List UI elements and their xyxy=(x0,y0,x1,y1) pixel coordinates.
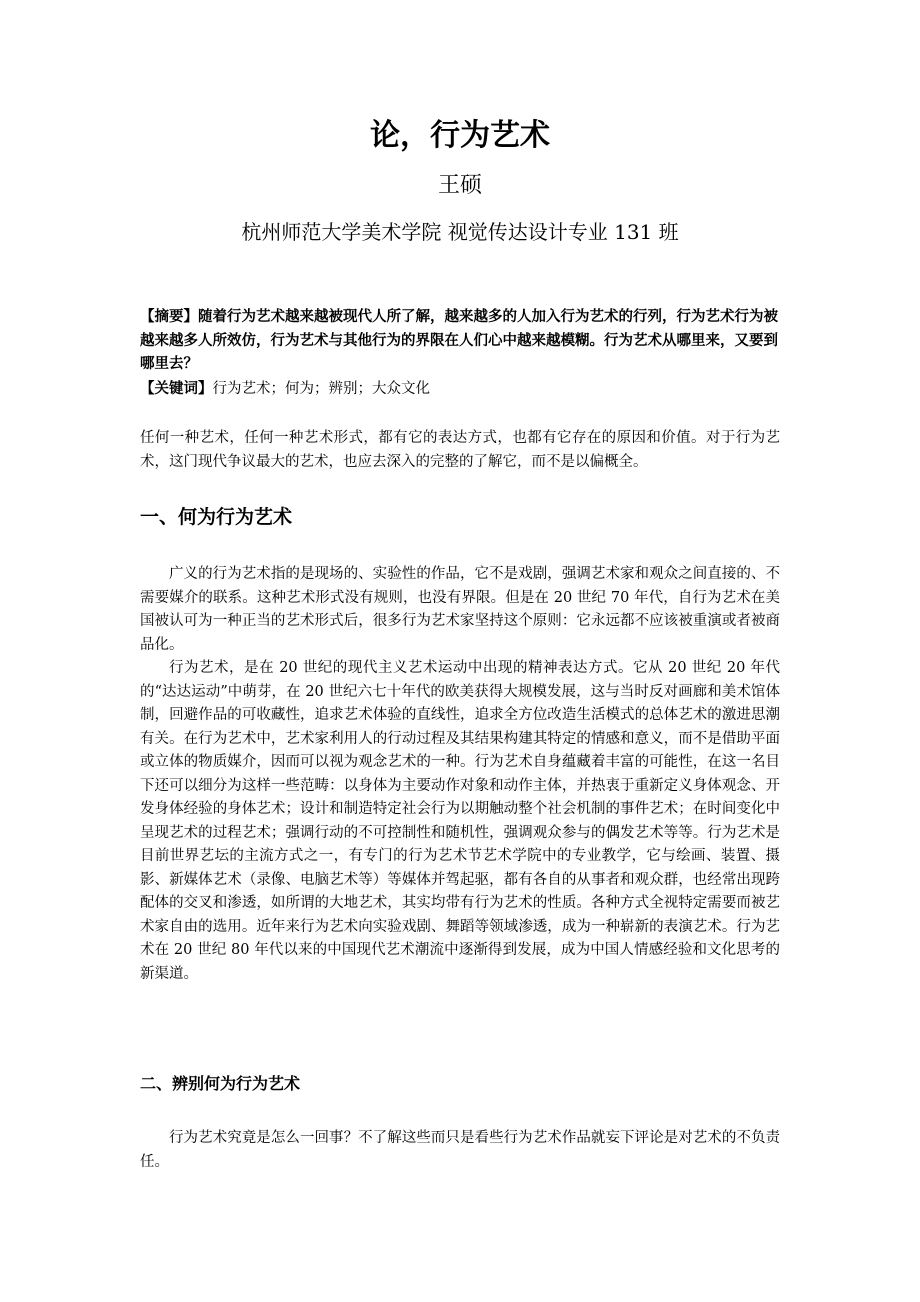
keywords-label: 【关键词】 xyxy=(140,381,213,397)
paragraph: 行为艺术究竟是怎么一回事？不了解这些而只是看些行为艺术作品就妄下评论是对艺术的不负责任。 xyxy=(140,1130,780,1170)
keywords-text: 行为艺术；何为；辨别；大众文化 xyxy=(212,381,430,397)
paragraph: 广义的行为艺术指的是现场的、实验性的作品，它不是戏剧，强调艺术家和观众之间直接的、不需要媒介的联系。这种艺术形式没有规则，也没有界限。但是在 20 世纪 70 年代，自行为艺术在美国被认可为一种正当的艺术形式后，很多行为艺术家坚持这个原则：它永远都不应该被重演或者被商品化。 xyxy=(140,566,780,653)
intro-paragraph: 任何一种艺术，任何一种艺术形式，都有它的表达方式，也都有它存在的原因和价值。对于行为艺术，这门现代争议最大的艺术，也应去深入的完整的了解它，而不是以偏概全。 xyxy=(140,430,780,470)
keywords xyxy=(140,377,780,401)
section-1-body xyxy=(140,563,780,986)
section-heading-1: 一、何为行为艺术 xyxy=(140,506,293,528)
paragraph: 行为艺术，是在 20 世纪的现代主义艺术运动中出现的精神表达方式。它从 20 世纪 20 年代的“达达运动”中萌芽，在 20 世纪六七十年代的欧美获得大规模发展，这与当时反对画廊和美术馆体制，回避作品的可收藏性，追求艺术体验的直线性，追求全方位改造生活模式的总体艺术的激进思潮有关。在行为艺术中，艺术家利用人的行动过程及其结果构建其特定的情感和意义，而不是借助平面或立体的物质媒介，因而可以视为观念艺术的一种。行为艺术自身蕴藏着丰富的可能性，在这一名目下还可以细分为这样一些范畴：以身体为主要动作对象和动作主体，并热衷于重新定义身体观念、开发身体经验的身体艺术；设计和制造特定社会行为以期触动整个社会机制的事件艺术；在时间变化中呈现艺术的过程艺术；强调行动的不可控制性和随机性，强调观众参与的偶发艺术等等。行为艺术是目前世界艺坛的主流方式之一，有专门的行为艺术节艺术学院中的专业教学，它与绘画、装置、摄影、新媒体艺术（录像、电脑艺术等）等媒体并驾起驱，都有各自的从事者和观众群，也经常出现跨配体的交叉和渗透，如所谓的大地艺术，其实均带有行为艺术的性质。各种方式全视特定需要而被艺术家自由的选用。近年来行为艺术向实验戏剧、舞蹈等领域渗透，成为一种崭新的表演艺术。行为艺术在 20 世纪 80 年代以来的中国现代艺术潮流中逐渐得到发展，成为中国人情感经验和文化思考的新渠道。 xyxy=(140,660,780,982)
page-title: 论，行为艺术 xyxy=(370,118,550,153)
section-heading-2: 二、辨别何为行为艺术 xyxy=(140,1074,301,1093)
abstract: 【摘要】随着行为艺术越来越被现代人所了解，越来越多的人加入行为艺术的行列，行为艺术行为被越来越多人所效仿，行为艺术与其他行为的界限在人们心中越来越模糊。行为艺术从哪里来，又要到哪里去？ xyxy=(140,309,778,372)
section-2-body xyxy=(140,1127,780,1174)
author-name: 王硕 xyxy=(437,173,482,198)
author-affiliation: 杭州师范大学美术学院 视觉传达设计专业 131 班 xyxy=(241,220,679,244)
